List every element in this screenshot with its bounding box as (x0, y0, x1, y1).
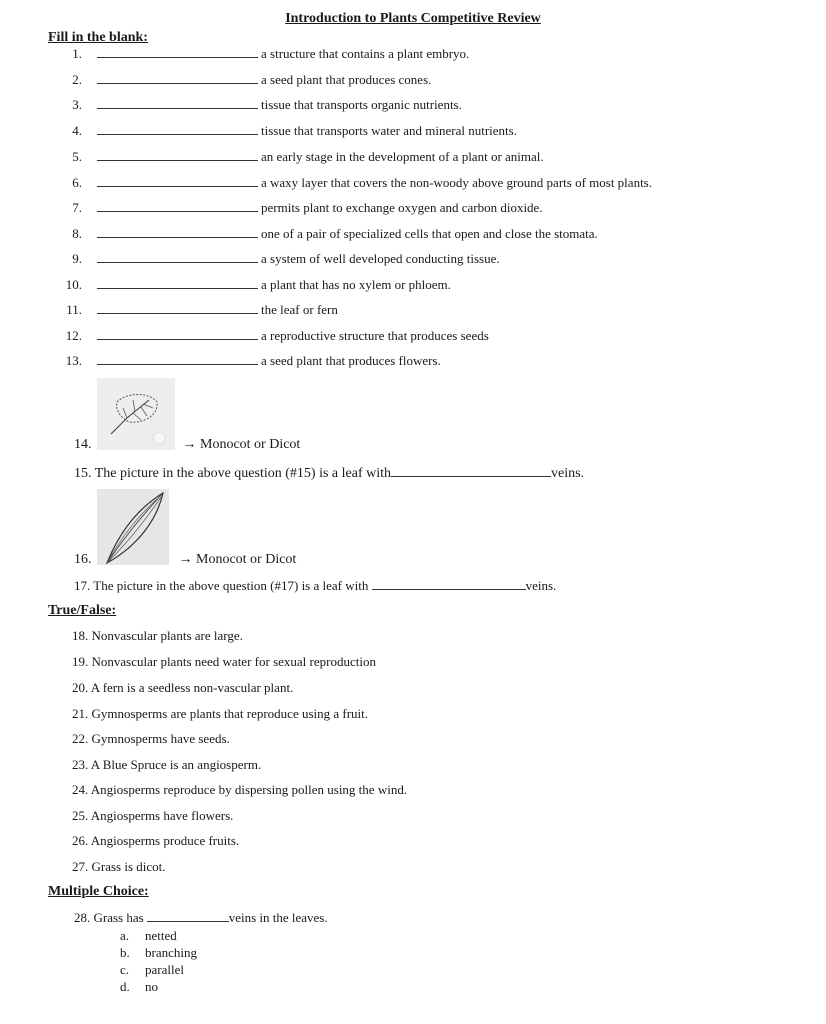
item-number: 4. (72, 123, 82, 138)
question-14 (74, 436, 300, 454)
option-text: no (145, 979, 158, 994)
question-17 (74, 577, 556, 595)
true-false-item: 18. Nonvascular plants are large. (72, 628, 243, 643)
true-false-item: 19. Nonvascular plants need water for sexual reproduction (72, 654, 376, 669)
question-15 (74, 464, 584, 483)
option-d[interactable] (120, 979, 158, 995)
answer-blank[interactable] (372, 577, 526, 590)
item-definition: a seed plant that produces cones. (261, 72, 432, 87)
option-text: netted (145, 928, 177, 943)
answer-blank[interactable] (97, 160, 258, 161)
option-a[interactable] (120, 928, 177, 944)
fill-in-item (0, 121, 826, 141)
item-definition: a plant that has no xylem or phloem. (261, 277, 451, 292)
answer-blank[interactable] (97, 57, 258, 58)
item-number: 13. (65, 353, 82, 368)
item-number: 11. (66, 302, 82, 317)
answer-blank[interactable] (97, 237, 258, 238)
option-letter: b. (120, 945, 130, 960)
item-definition: permits plant to exchange oxygen and carbon dioxide. (261, 200, 543, 215)
fill-in-item (0, 173, 826, 193)
true-false-item: 25. Angiosperms have flowers. (72, 808, 234, 823)
item-definition: a system of well developed conducting tissue. (261, 251, 500, 266)
question-text: 15. The picture in the above question (#15) is a leaf with (74, 466, 391, 481)
fill-in-item (0, 95, 826, 115)
question-16 (74, 551, 296, 569)
question-suffix: veins in the leaves. (228, 910, 328, 925)
fill-in-item (0, 70, 826, 90)
true-false-item: 27. Grass is dicot. (72, 859, 166, 874)
answer-blank[interactable] (97, 186, 258, 187)
question-text: 28. Grass has (74, 910, 144, 925)
fill-in-item (0, 198, 826, 218)
answer-blank[interactable] (97, 262, 258, 263)
answer-blank[interactable] (97, 108, 258, 109)
answer-blank[interactable] (97, 313, 258, 314)
fill-in-item (0, 275, 826, 295)
option-c[interactable] (120, 962, 184, 978)
item-definition: a waxy layer that covers the non-woody above ground parts of most plants. (261, 175, 652, 190)
item-number: 7. (72, 200, 82, 215)
true-false-item: 21. Gymnosperms are plants that reproduce using a fruit. (72, 706, 369, 721)
question-number: 16. (74, 552, 92, 567)
answer-blank[interactable] (97, 339, 258, 340)
item-number: 1. (72, 46, 82, 61)
item-number: 12. (65, 328, 82, 343)
fill-in-item (0, 44, 826, 64)
item-definition: tissue that transports organic nutrients. (261, 97, 462, 112)
answer-blank[interactable] (97, 134, 258, 135)
item-definition: tissue that transports water and mineral nutrients. (261, 123, 517, 138)
section-fill-in-heading: Fill in the blank: (48, 30, 148, 45)
answer-blank[interactable] (97, 364, 258, 365)
option-text: branching (145, 945, 197, 960)
item-number: 3. (72, 97, 82, 112)
monocot-dicot-choice[interactable]: → Monocot or Dicot (182, 437, 301, 452)
true-false-item: 22. Gymnosperms have seeds. (72, 731, 230, 746)
section-multiple-choice-heading: Multiple Choice: (48, 884, 149, 899)
question-suffix: veins. (525, 578, 557, 593)
item-definition: one of a pair of specialized cells that open and close the stomata. (261, 226, 598, 241)
true-false-item: 24. Angiosperms reproduce by dispersing pollen using the wind. (72, 782, 408, 797)
true-false-item: 23. A Blue Spruce is an angiosperm. (72, 757, 262, 772)
item-number: 5. (72, 149, 82, 164)
fill-in-item (0, 147, 826, 167)
monocot-dicot-choice[interactable]: → Monocot or Dicot (178, 552, 297, 567)
item-definition: a seed plant that produces flowers. (261, 353, 441, 368)
option-letter: d. (120, 979, 130, 994)
answer-blank[interactable] (97, 83, 258, 84)
question-suffix: veins. (551, 466, 585, 481)
answer-blank[interactable] (97, 211, 258, 212)
fill-in-item (0, 224, 826, 244)
option-letter: c. (120, 962, 130, 977)
item-number: 2. (72, 72, 82, 87)
true-false-item: 26. Angiosperms produce fruits. (72, 833, 240, 848)
item-number: 8. (72, 226, 82, 241)
item-number: 9. (72, 251, 82, 266)
item-number: 6. (72, 175, 82, 190)
true-false-item: 20. A fern is a seedless non-vascular plant. (72, 680, 294, 695)
answer-blank[interactable] (97, 288, 258, 289)
option-letter: a. (120, 928, 130, 943)
item-definition: the leaf or fern (261, 302, 338, 317)
option-text: parallel (145, 962, 184, 977)
fill-in-item (0, 249, 826, 269)
item-definition: an early stage in the development of a plant or animal. (261, 149, 544, 164)
item-definition: a structure that contains a plant embryo. (261, 46, 470, 61)
answer-blank[interactable] (147, 909, 229, 922)
page-title: Introduction to Plants Competitive Review (285, 11, 541, 26)
option-b[interactable] (120, 945, 197, 961)
fill-in-item (0, 300, 826, 320)
fill-in-item (0, 351, 826, 371)
fill-in-item (0, 326, 826, 346)
answer-blank[interactable] (391, 464, 551, 477)
item-number: 10. (65, 277, 82, 292)
question-text: 17. The picture in the above question (#17) is a leaf with (74, 578, 369, 593)
question-28 (74, 909, 328, 927)
section-true-false-heading: True/False: (48, 603, 117, 618)
item-definition: a reproductive structure that produces seeds (261, 328, 489, 343)
question-number: 14. (74, 437, 92, 452)
